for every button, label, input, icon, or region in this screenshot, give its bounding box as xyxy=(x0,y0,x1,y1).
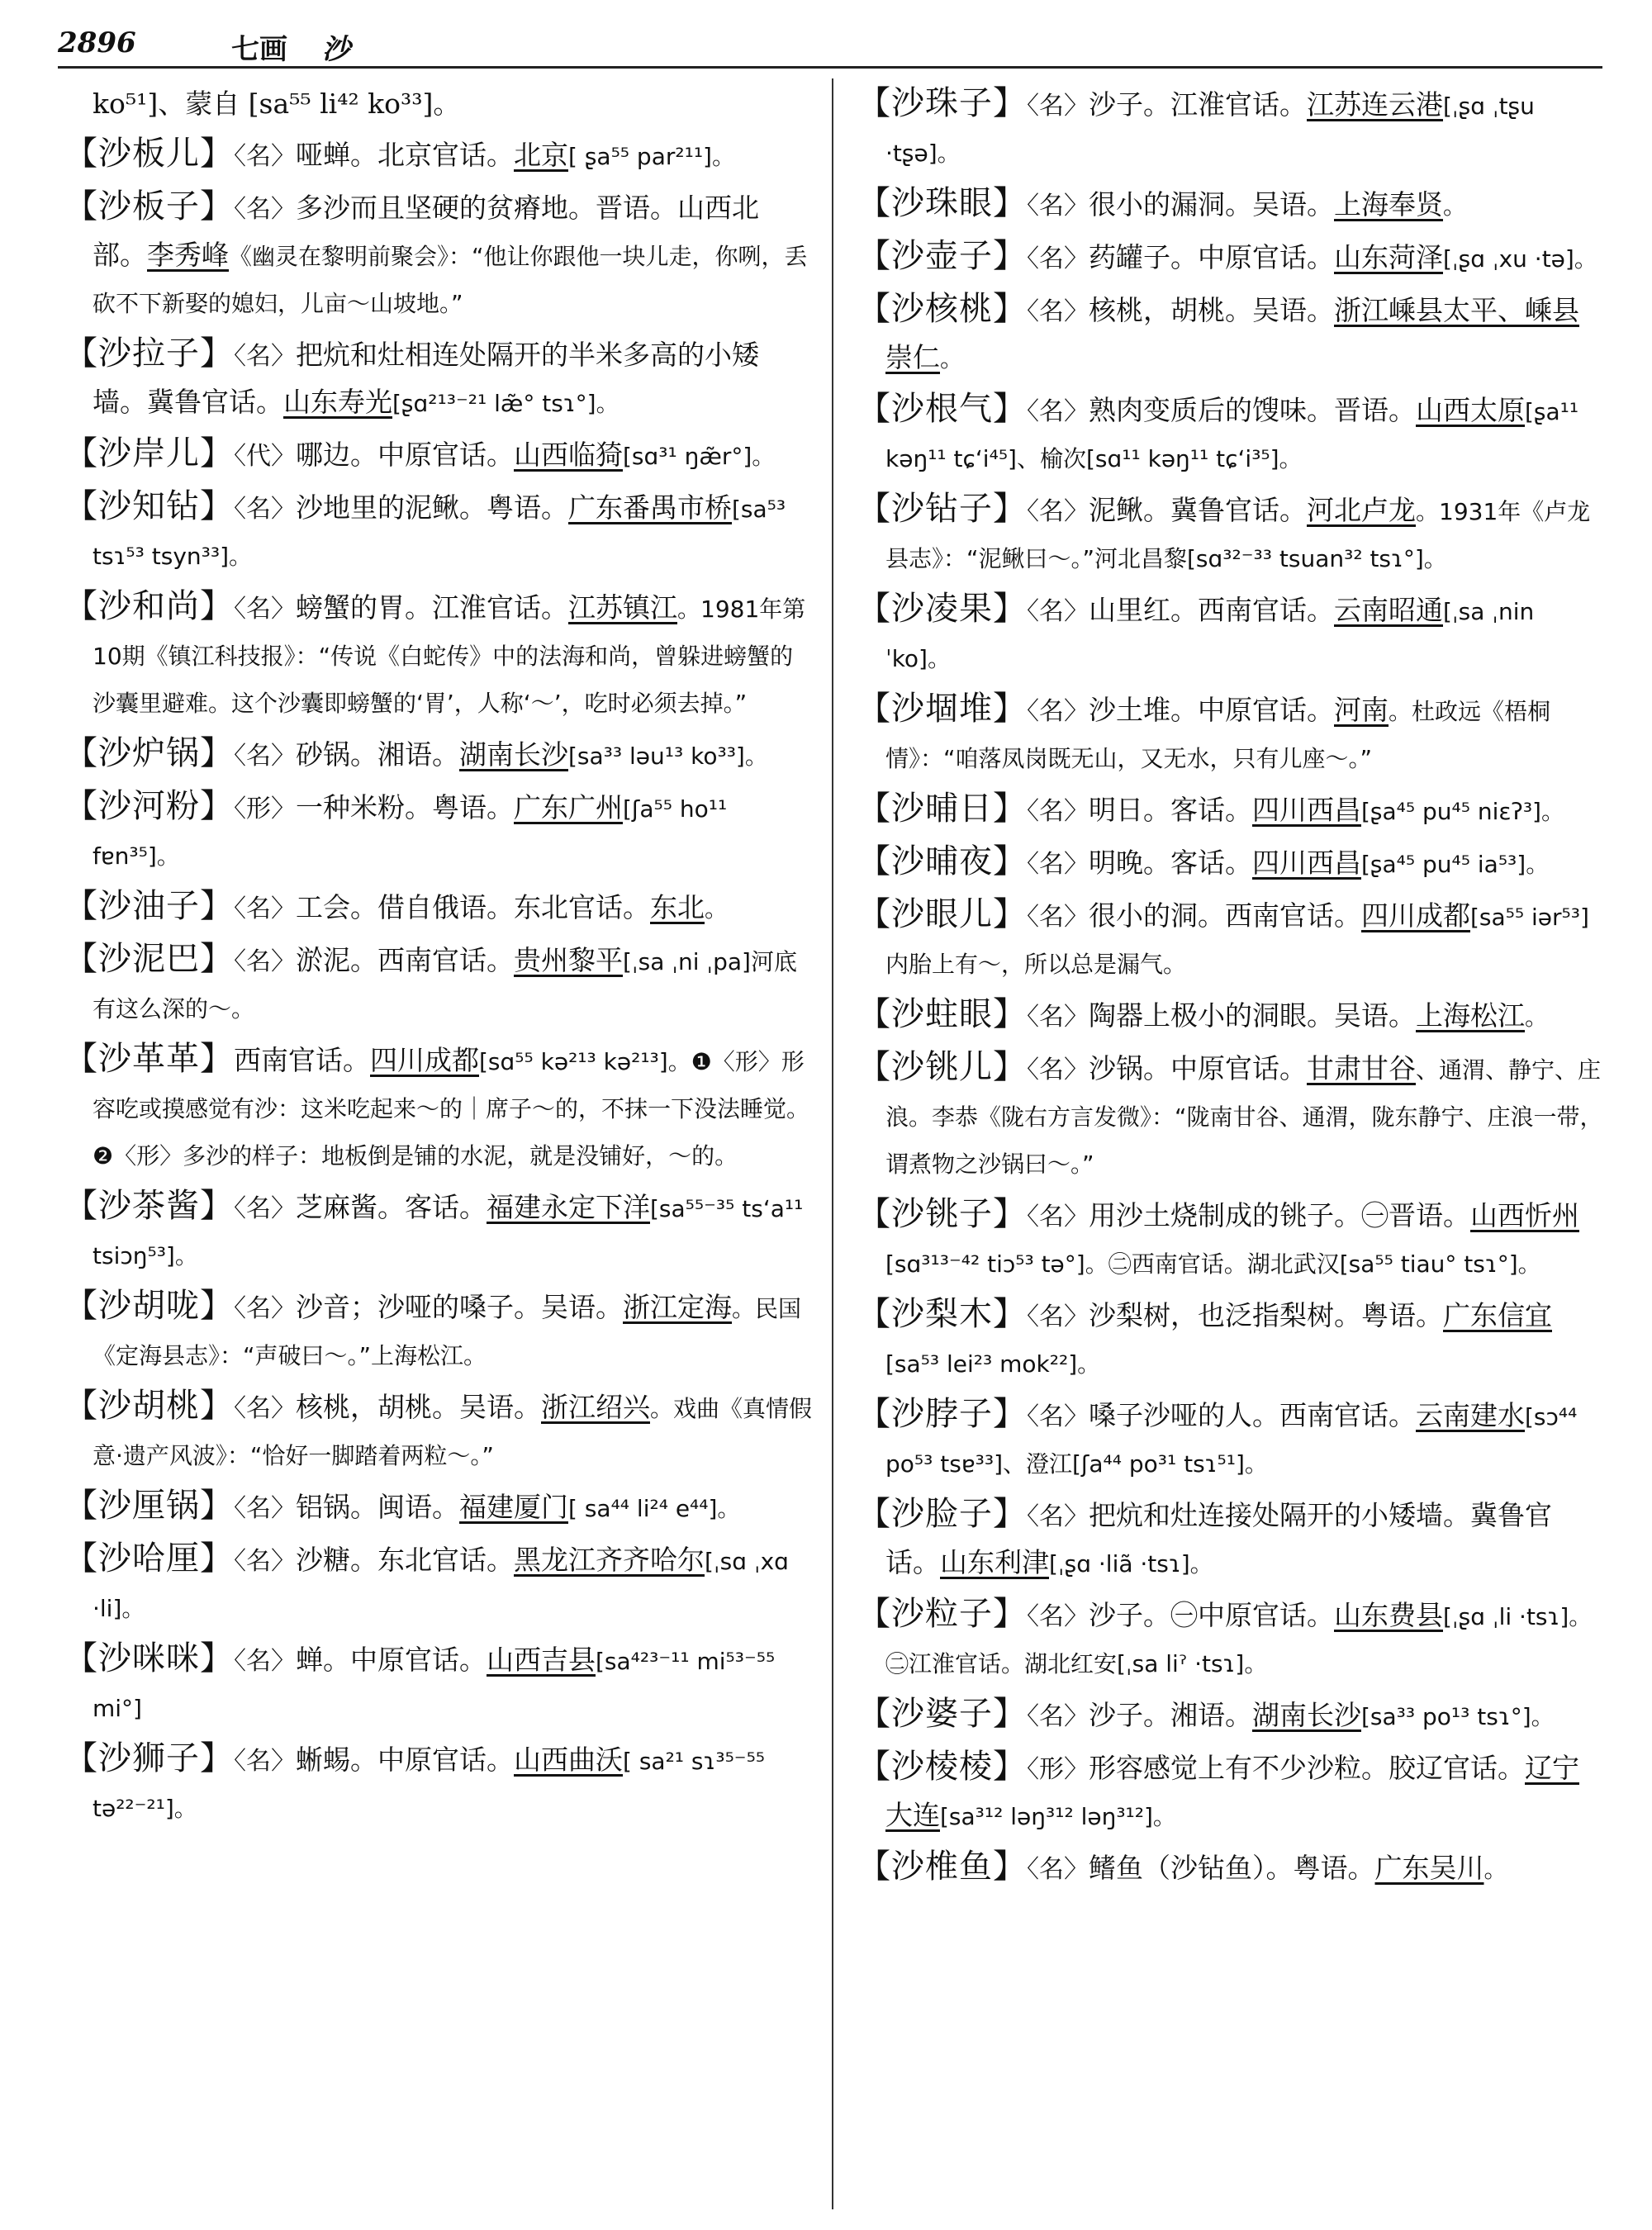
dictionary-entry xyxy=(64,1037,812,1179)
part-of-speech: 〈名〉 xyxy=(234,1547,296,1576)
entry-definition: 淤泥。西南官话。 xyxy=(296,944,514,976)
dictionary-entry xyxy=(64,1483,812,1531)
part-of-speech: 〈名〉 xyxy=(1027,1402,1089,1431)
entry-headword: 【沙拉子】 xyxy=(64,334,234,372)
dialect-location: 甘肃甘谷 xyxy=(1307,1052,1416,1084)
dialect-location: 湖南长沙 xyxy=(459,738,568,771)
entry-definition: 明晚。客话。 xyxy=(1089,847,1252,879)
dictionary-entry xyxy=(857,1192,1605,1287)
entry-headword: 【沙根气】 xyxy=(857,390,1027,428)
entry-definition: 用沙土烧制成的铫子。㊀晋语。 xyxy=(1089,1199,1470,1231)
pronunciation: [sɑ⁵⁵ kə²¹³ kə²¹³]。❶〈形〉形容吃或摸感觉有沙：这米吃起来～的｜席子～的，不抹一下没法睡觉。❷〈形〉多沙的样子：地板倒是铺的水泥，就是没铺好，～的。 xyxy=(93,1048,810,1170)
dictionary-entry xyxy=(64,731,812,779)
dictionary-entry xyxy=(857,81,1605,176)
entry-definition: 多沙而且坚硬的贫瘠地。晋语。山西北部。 xyxy=(93,192,759,271)
dialect-location: 四川西昌 xyxy=(1252,847,1361,879)
entry-headword: 【沙板儿】 xyxy=(64,135,234,173)
entry-headword: 【沙哈厘】 xyxy=(64,1540,234,1578)
dictionary-entry xyxy=(857,1844,1605,1892)
dictionary-entry xyxy=(857,992,1605,1040)
dialect-location: 山西临猗 xyxy=(514,439,623,471)
entry-definition: 明日。客话。 xyxy=(1089,794,1252,826)
entry-headword: 【沙河粉】 xyxy=(64,787,234,825)
pronunciation: 。杜政远《梧桐情》：“咱落凤岗既无山，又无水，只有儿座～。” xyxy=(885,698,1551,772)
dialect-location: 山西曲沃 xyxy=(514,1744,623,1776)
entry-definition: 核桃，胡桃。吴语。 xyxy=(1089,294,1334,326)
entry-headword: 【沙椎鱼】 xyxy=(857,1848,1027,1886)
entry-headword: 【沙脖子】 xyxy=(857,1395,1027,1433)
dictionary-entry xyxy=(64,184,812,326)
dialect-location: 广东吴川 xyxy=(1374,1852,1484,1884)
entry-headword: 【沙和尚】 xyxy=(64,587,234,625)
entry-definition: 很小的漏洞。吴语。 xyxy=(1089,188,1334,221)
pronunciation: [ʂa⁴⁵ pu⁴⁵ ia⁵³]。 xyxy=(1361,851,1550,878)
entry-definition: 药罐子。中原官话。 xyxy=(1089,241,1334,273)
part-of-speech: 〈名〉 xyxy=(1027,397,1089,426)
column-divider xyxy=(832,78,833,2209)
dialect-location: 福建厦门 xyxy=(459,1491,568,1523)
entry-continuation: ko⁵¹]、蒙自 [sa⁵⁵ li⁴² ko³³]。 xyxy=(93,88,461,120)
dictionary-entry xyxy=(857,1392,1605,1487)
dialect-location: 福建永定下洋 xyxy=(487,1191,650,1223)
entry-definition: 芝麻酱。客话。 xyxy=(296,1191,487,1223)
pronunciation: 。民国《定海县志》：“声破曰～。”上海松江。 xyxy=(93,1295,802,1369)
dictionary-entry xyxy=(64,1636,812,1731)
entry-headword: 【沙厘锅】 xyxy=(64,1487,234,1525)
part-of-speech: 〈形〉 xyxy=(1027,1755,1089,1784)
entry-definition: 沙子。湘语。 xyxy=(1089,1699,1252,1731)
entry-headword: 【沙咪咪】 xyxy=(64,1639,234,1677)
pronunciation: [ˌʂɑ ˌxu ·tə]。 xyxy=(1443,245,1597,273)
pronunciation: [sa³³ po¹³ tsɿ°]。 xyxy=(1361,1703,1555,1730)
entry-definition: 蝉。中原官话。 xyxy=(296,1644,487,1676)
dictionary-entry xyxy=(64,1736,812,1831)
pronunciation: [sa³¹² ləŋ³¹² ləŋ³¹²]。 xyxy=(940,1803,1176,1830)
pronunciation: [ˌʂɑ ˌli ·tsɿ]。㊁江淮官话。湖北红安[ˌsa liˀ ·tsɿ]。 xyxy=(885,1603,1593,1677)
part-of-speech: 〈名〉 xyxy=(1027,244,1089,273)
dialect-location: 黑龙江齐齐哈尔 xyxy=(514,1544,705,1576)
pronunciation: [ˌsa ˌni ˌpa]河底有这么深的～。 xyxy=(93,948,797,1022)
page-number: 2896 xyxy=(58,26,136,59)
pronunciation: [sa⁵⁵⁻³⁵ tsʻa¹¹ tsiɔŋ⁵³]。 xyxy=(93,1195,804,1269)
dictionary-entry xyxy=(857,234,1605,282)
pronunciation: 。1981年第10期《镇江科技报》：“传说《白蛇传》中的法海和尚，曾躲进螃蟹的沙囊里避难。这个沙囊即螃蟹的‘胃’，人称‘～’，吃时必须去掉。” xyxy=(93,595,806,717)
entry-headword: 【沙板子】 xyxy=(64,187,234,225)
pronunciation: [ʂɑ²¹³⁻²¹ læ̃° tsɿ°]。 xyxy=(392,390,620,417)
dictionary-entry xyxy=(857,1045,1605,1187)
entry-headword: 【沙茶酱】 xyxy=(64,1187,234,1225)
entry-definition: 沙糖。东北官话。 xyxy=(296,1544,514,1576)
dialect-location: 山东利津 xyxy=(940,1546,1049,1578)
stroke-count-label: 七画 xyxy=(231,33,287,66)
left-column xyxy=(64,81,812,2220)
dialect-location: 李秀峰 xyxy=(147,239,229,271)
entry-definition: 沙锅。中原官话。 xyxy=(1089,1052,1307,1084)
entry-definition: 蜥蜴。中原官话。 xyxy=(296,1744,514,1776)
part-of-speech: 〈名〉 xyxy=(1027,1855,1089,1884)
entry-definition: 嗓子沙哑的人。西南官话。 xyxy=(1089,1399,1416,1431)
dialect-location: 辽宁大连 xyxy=(885,1752,1579,1831)
pronunciation: [ˌʂɑ ˌtʂu ·tʂə]。 xyxy=(885,93,1535,167)
dialect-location: 广东广州 xyxy=(514,791,623,823)
pronunciation: [sa⁵³ tsɿ⁵³ tsyn³³]。 xyxy=(93,496,786,570)
part-of-speech: 〈名〉 xyxy=(1027,1056,1089,1084)
entry-definition: 把炕和灶连接处隔开的小矮墙。冀鲁官话。 xyxy=(885,1499,1552,1578)
entry-headword: 【沙脸子】 xyxy=(857,1495,1027,1533)
pronunciation: [sa³³ ləu¹³ ko³³]。 xyxy=(568,743,768,770)
entry-headword: 【沙梨木】 xyxy=(857,1295,1027,1333)
dictionary-entry xyxy=(64,431,812,479)
pronunciation: [ˌsa ˌnin ˈko]。 xyxy=(885,598,1535,672)
pronunciation: [ sa⁴⁴ li²⁴ e⁴⁴]。 xyxy=(568,1495,741,1522)
dialect-location: 湖南长沙 xyxy=(1252,1699,1361,1731)
dictionary-entry xyxy=(857,486,1605,581)
dialect-location: 江苏镇江 xyxy=(568,591,677,624)
dialect-location: 山西忻州 xyxy=(1470,1199,1579,1231)
part-of-speech: 〈名〉 xyxy=(1027,1502,1089,1531)
dialect-location: 广东信宜 xyxy=(1443,1299,1552,1331)
pronunciation: [ˌsɑ ˌxɑ ·li]。 xyxy=(93,1548,789,1622)
entry-definition: 沙子。江淮官话。 xyxy=(1089,88,1307,121)
page-header xyxy=(58,15,1602,66)
dialect-location: 四川成都 xyxy=(1361,899,1470,932)
entry-headword: 【沙岸儿】 xyxy=(64,434,234,472)
pronunciation: 。 xyxy=(1483,1856,1507,1883)
entry-definition: 螃蟹的胃。江淮官话。 xyxy=(296,591,568,624)
entry-headword: 【沙知钻】 xyxy=(64,487,234,525)
pronunciation: 。1931年《卢龙县志》：“泥鳅曰～。”河北昌黎[sɑ³²⁻³³ tsuan³² tsɿ°]。 xyxy=(885,498,1591,572)
entry-headword: 【沙铫儿】 xyxy=(857,1048,1027,1086)
dictionary-entry xyxy=(64,1383,812,1478)
dialect-location: 山西太原 xyxy=(1416,394,1525,426)
entry-headword: 【沙粒子】 xyxy=(857,1595,1027,1633)
dialect-location: 上海松江 xyxy=(1416,999,1525,1032)
dialect-location: 广东番禺市桥 xyxy=(568,491,732,524)
dictionary-entry xyxy=(857,1691,1605,1739)
dictionary-entry xyxy=(857,892,1605,987)
dictionary-entry xyxy=(64,1283,812,1378)
entry-definition: 哪边。中原官话。 xyxy=(296,439,514,471)
dictionary-entry xyxy=(64,81,812,126)
entry-definition: 沙梨树，也泛指梨树。粤语。 xyxy=(1089,1299,1443,1331)
dialect-location: 北京 xyxy=(514,139,568,171)
dialect-location: 浙江嵊县太平、嵊县崇仁 xyxy=(885,294,1579,373)
part-of-speech: 〈名〉 xyxy=(1027,1302,1089,1331)
entry-headword: 【沙胡桃】 xyxy=(64,1387,234,1425)
part-of-speech: 〈名〉 xyxy=(1027,797,1089,826)
part-of-speech: 〈名〉 xyxy=(1027,597,1089,626)
dictionary-entry xyxy=(857,586,1605,681)
dictionary-entry xyxy=(64,937,812,1032)
pronunciation: [ sa²¹ sɿ³⁵⁻⁵⁵ tə²²⁻²¹]。 xyxy=(93,1748,766,1822)
pronunciation: 。 xyxy=(705,895,729,923)
right-column xyxy=(857,81,1605,2220)
dialect-location: 东北 xyxy=(650,891,705,923)
pronunciation: [sa⁵³ lei²³ mok²²]。 xyxy=(885,1350,1101,1378)
dictionary-entry xyxy=(64,331,812,426)
radical-character: 沙 xyxy=(322,33,350,66)
dialect-location: 云南昭通 xyxy=(1334,594,1443,626)
pronunciation: 。 xyxy=(1443,192,1467,220)
entry-headword: 【沙凌果】 xyxy=(857,590,1027,628)
dictionary-entry xyxy=(64,1184,812,1279)
dictionary-entry xyxy=(857,1492,1605,1587)
pronunciation: 。 xyxy=(940,345,964,372)
header-rule xyxy=(58,66,1602,69)
dictionary-entry xyxy=(857,287,1605,382)
pronunciation: 、通渭、静宁、庄浪。李恭《陇右方言发微》：“陇南甘谷、通渭，陇东静宁、庄浪一带，谓煮物之沙锅曰～。” xyxy=(885,1056,1603,1178)
dialect-location: 山东寿光 xyxy=(283,386,392,418)
part-of-speech: 〈名〉 xyxy=(234,142,296,171)
part-of-speech: 〈名〉 xyxy=(1027,497,1089,526)
entry-headword: 【沙堌堆】 xyxy=(857,690,1027,728)
part-of-speech: 〈代〉 xyxy=(234,442,296,471)
part-of-speech: 〈名〉 xyxy=(234,595,296,624)
entry-headword: 【沙钻子】 xyxy=(857,490,1027,528)
entry-headword: 【沙珠眼】 xyxy=(857,184,1027,222)
entry-headword: 【沙油子】 xyxy=(64,887,234,925)
dialect-location: 上海奉贤 xyxy=(1334,188,1443,221)
entry-headword: 【沙眼儿】 xyxy=(857,895,1027,933)
dictionary-entry xyxy=(857,1592,1605,1687)
pronunciation: [sɑ³¹³⁻⁴² tiɔ⁵³ tə°]。㊁西南官话。湖北武汉[sa⁵⁵ tiau° tsɿ°]。 xyxy=(885,1250,1541,1278)
part-of-speech: 〈名〉 xyxy=(1027,850,1089,879)
pronunciation: 。 xyxy=(1525,1004,1549,1031)
entry-definition: 哑蝉。北京官话。 xyxy=(296,139,514,171)
pronunciation: 。戏曲《真情假意·遗产风波》：“恰好一脚踏着两粒～。” xyxy=(93,1395,812,1469)
part-of-speech: 〈名〉 xyxy=(234,1494,296,1523)
pronunciation: [ʂa⁴⁵ pu⁴⁵ niɛʔ³]。 xyxy=(1361,798,1564,825)
part-of-speech: 〈名〉 xyxy=(1027,192,1089,221)
entry-definition: 核桃，胡桃。吴语。 xyxy=(296,1391,541,1423)
entry-headword: 【沙胡咙】 xyxy=(64,1287,234,1325)
dictionary-entry xyxy=(857,1744,1605,1839)
entry-definition: 沙地里的泥鳅。粤语。 xyxy=(296,491,568,524)
entry-headword: 【沙棱棱】 xyxy=(857,1748,1027,1786)
dialect-location: 河南 xyxy=(1334,694,1389,726)
entry-headword: 【沙铫子】 xyxy=(857,1195,1027,1233)
entry-definition: 很小的洞。西南官话。 xyxy=(1089,899,1361,932)
dialect-location: 贵州黎平 xyxy=(514,944,623,976)
pronunciation: [sa⁴²³⁻¹¹ mi⁵³⁻⁵⁵ mi°] xyxy=(93,1648,776,1722)
part-of-speech: 〈形〉 xyxy=(234,795,296,823)
part-of-speech: 〈名〉 xyxy=(1027,297,1089,326)
dialect-location: 河北卢龙 xyxy=(1307,494,1416,526)
dictionary-entry xyxy=(857,181,1605,229)
dictionary-entry xyxy=(64,584,812,726)
entry-headword: 【沙核桃】 xyxy=(857,290,1027,328)
pronunciation: [ʂa¹¹ kəŋ¹¹ tɕʻi⁴⁵]、榆次[sɑ¹¹ kəŋ¹¹ tɕʻi³⁵]。 xyxy=(885,398,1579,472)
entry-headword: 【沙炉锅】 xyxy=(64,734,234,772)
part-of-speech: 〈名〉 xyxy=(234,1294,296,1323)
part-of-speech: 〈名〉 xyxy=(1027,1203,1089,1231)
part-of-speech: 〈名〉 xyxy=(234,894,296,923)
pronunciation: [sa⁵⁵ iər⁵³]内胎上有～，所以总是漏气。 xyxy=(885,904,1589,978)
part-of-speech: 〈名〉 xyxy=(234,742,296,771)
entry-headword: 【沙革革】 xyxy=(64,1040,234,1078)
entry-headword: 【沙婆子】 xyxy=(857,1695,1027,1733)
entry-definition: 熟肉变质后的馊味。晋语。 xyxy=(1089,394,1416,426)
part-of-speech: 〈名〉 xyxy=(234,495,296,524)
entry-definition: 工会。借自俄语。东北官话。 xyxy=(296,891,650,923)
dictionary-entry xyxy=(64,784,812,879)
entry-headword: 【沙泥巴】 xyxy=(64,940,234,978)
pronunciation: [ˌʂɑ ·liã ·tsɿ]。 xyxy=(1049,1550,1213,1578)
dictionary-entry xyxy=(64,484,812,579)
entry-definition: 一种米粉。粤语。 xyxy=(296,791,514,823)
entry-headword: 【沙蛀眼】 xyxy=(857,995,1027,1033)
part-of-speech: 〈名〉 xyxy=(1027,1602,1089,1631)
part-of-speech: 〈名〉 xyxy=(234,195,296,224)
entry-definition: 沙音；沙哑的嗓子。吴语。 xyxy=(296,1291,623,1323)
entry-definition: 砂锅。湘语。 xyxy=(296,738,459,771)
part-of-speech: 〈名〉 xyxy=(1027,1702,1089,1731)
dictionary-entry xyxy=(64,884,812,932)
part-of-speech: 〈名〉 xyxy=(234,1647,296,1676)
entry-headword: 【沙珠子】 xyxy=(857,84,1027,122)
dialect-location: 云南建水 xyxy=(1416,1399,1525,1431)
entry-headword: 【沙狮子】 xyxy=(64,1739,234,1777)
part-of-speech: 〈名〉 xyxy=(234,1194,296,1223)
entry-definition: 把炕和灶相连处隔开的半米多高的小矮墙。冀鲁官话。 xyxy=(93,339,759,418)
part-of-speech: 〈名〉 xyxy=(234,1394,296,1423)
dialect-location: 山东菏泽 xyxy=(1334,241,1443,273)
dialect-location: 江苏连云港 xyxy=(1307,88,1443,121)
dictionary-entry xyxy=(857,1292,1605,1387)
part-of-speech: 〈名〉 xyxy=(1027,697,1089,726)
dictionary-entry xyxy=(64,1536,812,1631)
entry-definition: 山里红。西南官话。 xyxy=(1089,594,1334,626)
dialect-location: 浙江定海 xyxy=(623,1291,732,1323)
entry-definition: 陶器上极小的洞眼。吴语。 xyxy=(1089,999,1416,1032)
part-of-speech: 〈名〉 xyxy=(1027,92,1089,121)
pronunciation: 《幽灵在黎明前聚会》：“他让你跟他一块儿走，你咧，丢砍不下新娶的媳妇，儿亩～山坡地。” xyxy=(93,243,808,317)
pronunciation: [sɑ³¹ ŋæ̃r°]。 xyxy=(623,443,776,470)
entry-headword: 【沙晡日】 xyxy=(857,790,1027,828)
dictionary-entry xyxy=(857,387,1605,482)
dialect-location: 浙江绍兴 xyxy=(541,1391,650,1423)
dialect-location: 四川西昌 xyxy=(1252,794,1361,826)
part-of-speech: 〈名〉 xyxy=(1027,903,1089,932)
entry-definition: 鳍鱼（沙钻鱼）。粤语。 xyxy=(1089,1852,1375,1884)
dictionary-entry xyxy=(857,839,1605,887)
dictionary-entry xyxy=(857,786,1605,834)
dictionary-entry xyxy=(64,131,812,179)
part-of-speech: 〈名〉 xyxy=(234,947,296,976)
entry-headword: 【沙晡夜】 xyxy=(857,842,1027,880)
entry-definition: 沙子。㊀中原官话。 xyxy=(1089,1599,1334,1631)
part-of-speech: 〈名〉 xyxy=(234,1747,296,1776)
dictionary-entry xyxy=(857,686,1605,781)
dialect-location: 山东费县 xyxy=(1334,1599,1443,1631)
dialect-location: 四川成都 xyxy=(370,1044,479,1076)
pronunciation: [sɔ⁴⁴ po⁵³ tsɐ³³]、澄江[ʃa⁴⁴ po³¹ tsɿ⁵¹]。 xyxy=(885,1403,1578,1478)
part-of-speech: 〈名〉 xyxy=(1027,1003,1089,1032)
entry-headword: 【沙壶子】 xyxy=(857,237,1027,275)
entry-definition: 形容感觉上有不少沙粒。胶辽官话。 xyxy=(1089,1752,1525,1784)
pronunciation: [ ʂa⁵⁵ par²¹¹]。 xyxy=(568,143,735,170)
pronunciation: [ʃa⁵⁵ ho¹¹ fɐn³⁵]。 xyxy=(93,795,728,870)
dialect-location: 山西吉县 xyxy=(487,1644,596,1676)
part-of-speech: 〈名〉 xyxy=(234,342,296,371)
entry-definition: 西南官话。 xyxy=(234,1044,370,1076)
entry-definition: 泥鳅。冀鲁官话。 xyxy=(1089,494,1307,526)
entry-definition: 铝锅。闽语。 xyxy=(296,1491,459,1523)
entry-definition: 沙土堆。中原官话。 xyxy=(1089,694,1334,726)
